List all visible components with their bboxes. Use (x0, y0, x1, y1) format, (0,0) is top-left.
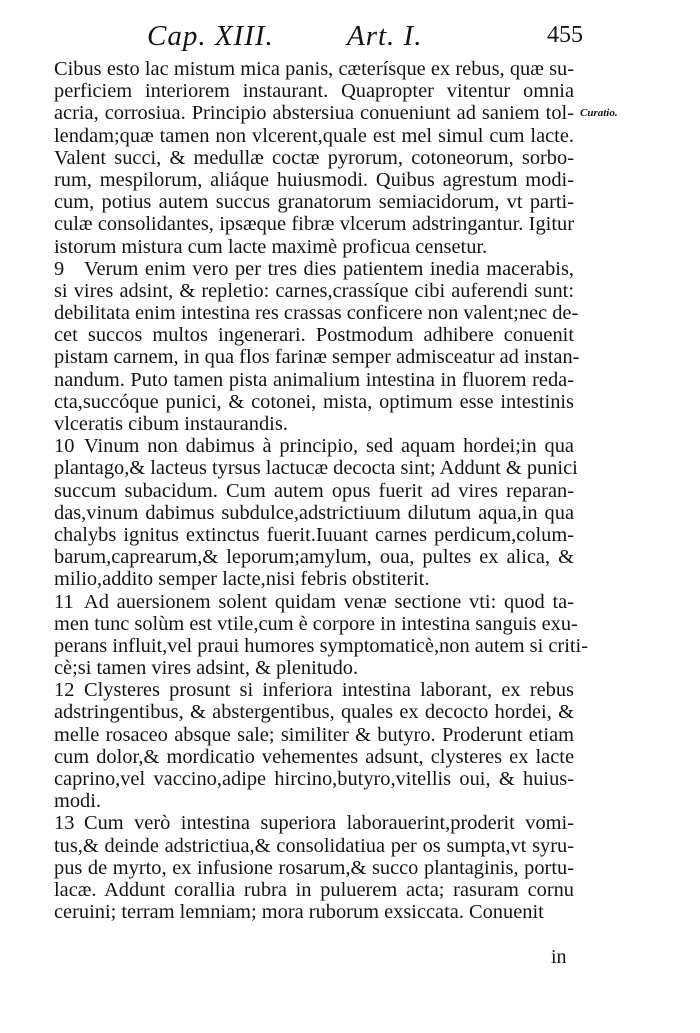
text-line: caprino,vel vaccino,adipe hircino,butyro,vitellis oui, & huius- (54, 768, 574, 790)
paragraph-number: 12 (54, 679, 75, 702)
text-line: barum,caprearum,& leporum;amylum, oua, pultes ex alica, & (54, 546, 574, 569)
chapter-heading: Cap. XIII. (147, 20, 274, 52)
text-line: lacæ. Addunt corallia rubra in puluerem acta; rasuram cornu (54, 878, 574, 901)
paragraph (54, 435, 578, 591)
text-line: debilitata enim intestina res crassas conficere non valent;nec de- (54, 302, 579, 325)
text-line (54, 258, 574, 280)
text-line (54, 812, 574, 834)
paragraph (54, 679, 574, 812)
running-header (0, 20, 700, 56)
text-line-content: Clysteres prosunt si inferiora intestina laborant, ex rebus (84, 679, 574, 702)
text-line: si vires adsint, & repletio: carnes,crassíque cibi auferendi sunt: (54, 279, 574, 302)
paragraph-number: 10 (54, 435, 75, 458)
text-line: cta,succóque punici, & cotonei, mista, optimum esse intestinis (54, 390, 574, 413)
margin-note: Curatio. (580, 107, 618, 119)
text-line: cè;si tamen vires adsint, & plenitudo. (54, 657, 359, 680)
text-line-content: Vinum non dabimus à principio, sed aquam hordei;in qua (84, 435, 574, 458)
text-line: acria, corrosiua. Principio abstersiua conueniunt ad saniem tol- (54, 102, 574, 125)
paragraph (54, 812, 574, 923)
text-line (54, 591, 574, 613)
text-line-content: Cum verò intestina superiora laborauerint,proderit vomi- (84, 812, 574, 835)
text-line: nandum. Puto tamen pista animalium intestina in fluorem reda- (54, 368, 574, 391)
text-line: milio,addito semper lacte,nisi febris obstiterit. (54, 568, 430, 591)
text-line: cum, potius autem succus granatorum semiacidorum, vt parti- (54, 191, 574, 214)
text-line-content: Ad auersionem solent quidam venæ sectione vti: quod ta- (84, 590, 574, 613)
text-line: culæ consolidantes, ipsæque fibræ vlcerum adstringantur. Igitur (54, 213, 574, 236)
paragraph (54, 58, 574, 258)
text-line (54, 435, 574, 457)
paragraph (54, 590, 588, 680)
text-line: ceruini; terram lemniam; mora ruborum exsiccata. Conuenit (54, 901, 544, 924)
text-line: pus de myrto, ex infusione rosarum,& succo plantaginis, portu- (54, 856, 574, 879)
catchword: in (551, 946, 567, 968)
text-line: Valent succi, & medullæ coctæ pyrorum, cotoneorum, sorbo- (54, 146, 574, 169)
text-line: cet succos multos ingenerari. Postmodum adhibere conuenit (54, 324, 574, 347)
article-heading: Art. I. (347, 20, 423, 52)
paragraph-number: 11 (54, 590, 74, 613)
text-line-content: Verum enim vero per tres dies patientem inedia macerabis, (84, 257, 574, 280)
text-line: succum subacidum. Cum autem opus fuerit ad vires reparan- (54, 479, 574, 502)
text-line: perans influit,vel praui humores symptomaticè,non autem si criti- (54, 634, 588, 657)
text-line: das,vinum dabimus subdulce,adstrictiuum dilutum aqua,in qua (54, 501, 574, 524)
text-line: rum, mespilorum, aliáque huiusmodi. Quibus agrestum modi- (54, 168, 574, 191)
text-line: men tunc solùm est vtile,cum è corpore in intestina sanguis exu- (54, 612, 578, 635)
text-line: melle rosaceo absque sale; similiter & butyro. Proderunt etiam (54, 723, 574, 746)
text-line: pistam carnem, in qua flos farinæ semper admisceatur ad instan- (54, 346, 580, 369)
text-line: chalybs ignitus extinctus fuerit.Iuuant carnes perdicum,colum- (54, 523, 574, 546)
text-line: istorum mistura cum lacte maximè proficua censetur. (54, 235, 488, 258)
text-line: perficiem interiorem instaurant. Quapropter vitentur omnia (54, 80, 574, 103)
text-line: lendam;quæ tamen non vlcerent,quale est mel simul cum lacte. (54, 124, 574, 147)
page-number: 455 (547, 22, 583, 48)
text-line: vlceratis cibum instaurandis. (54, 413, 288, 435)
text-line: tus,& deinde adstrictiua,& consolidatiua per os sumpta,vt syru- (54, 834, 574, 857)
body-text (54, 58, 588, 924)
text-line (54, 679, 574, 701)
text-line: cum dolor,& mordicatio vehementes adsunt, clysteres ex lacte (54, 745, 574, 768)
text-line: plantago,& lacteus tyrsus lactucæ decocta sint; Addunt & punici (54, 457, 578, 480)
paragraph-number: 9 (54, 257, 65, 280)
text-line: Cibus esto lac mistum mica panis, cæterísque ex rebus, quæ su- (54, 58, 574, 80)
paragraph-number: 13 (54, 812, 75, 835)
paragraph (54, 257, 580, 436)
text-line: modi. (54, 790, 102, 813)
text-line: adstringentibus, & abstergentibus, quales ex decocto hordei, & (54, 701, 574, 724)
